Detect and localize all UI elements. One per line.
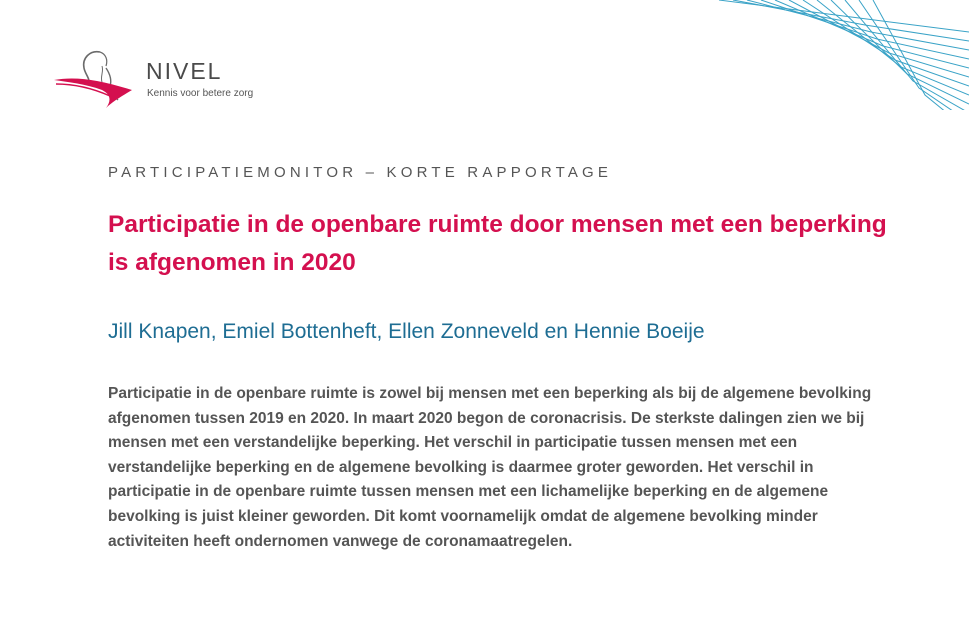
abstract-paragraph: Participatie in de openbare ruimte is zowel bij mensen met een beperking als bij de algemene bevolking afgenomen tussen 2019 en 2020. In maart 2020 begon de coronacrisis. De sterkste dalingen zien we bij mensen met een verstandelijke beperking. Het verschil in participatie tussen mensen met een verstandelijke beperking en de algemene bevolking is daarmee groter geworden. Het verschil in participatie in de openbare ruimte tussen mensen met een lichamelijke beperking en de algemene bevolking is juist kleiner geworden. Dit komt voornamelijk omdat de algemene bevolking minder activiteiten heeft ondernomen vanwege de coronamaatregelen. <box>108 385 872 550</box>
logo-name: NIVEL <box>146 58 223 84</box>
authors-line: Jill Knapen, Emiel Bottenheft, Ellen Zonneveld en Hennie Boeije <box>108 320 705 343</box>
corner-lines-decoration <box>709 0 969 110</box>
logo-tagline: Kennis voor betere zorg <box>147 88 254 99</box>
page-title: Participatie in de openbare ruimte door mensen met een beperking is afgenomen in 2020 <box>108 211 887 276</box>
report-kicker: PARTICIPATIEMONITOR – KORTE RAPPORTAGE <box>108 164 613 181</box>
nivel-logo-icon <box>52 44 144 110</box>
nivel-logo <box>52 44 272 110</box>
